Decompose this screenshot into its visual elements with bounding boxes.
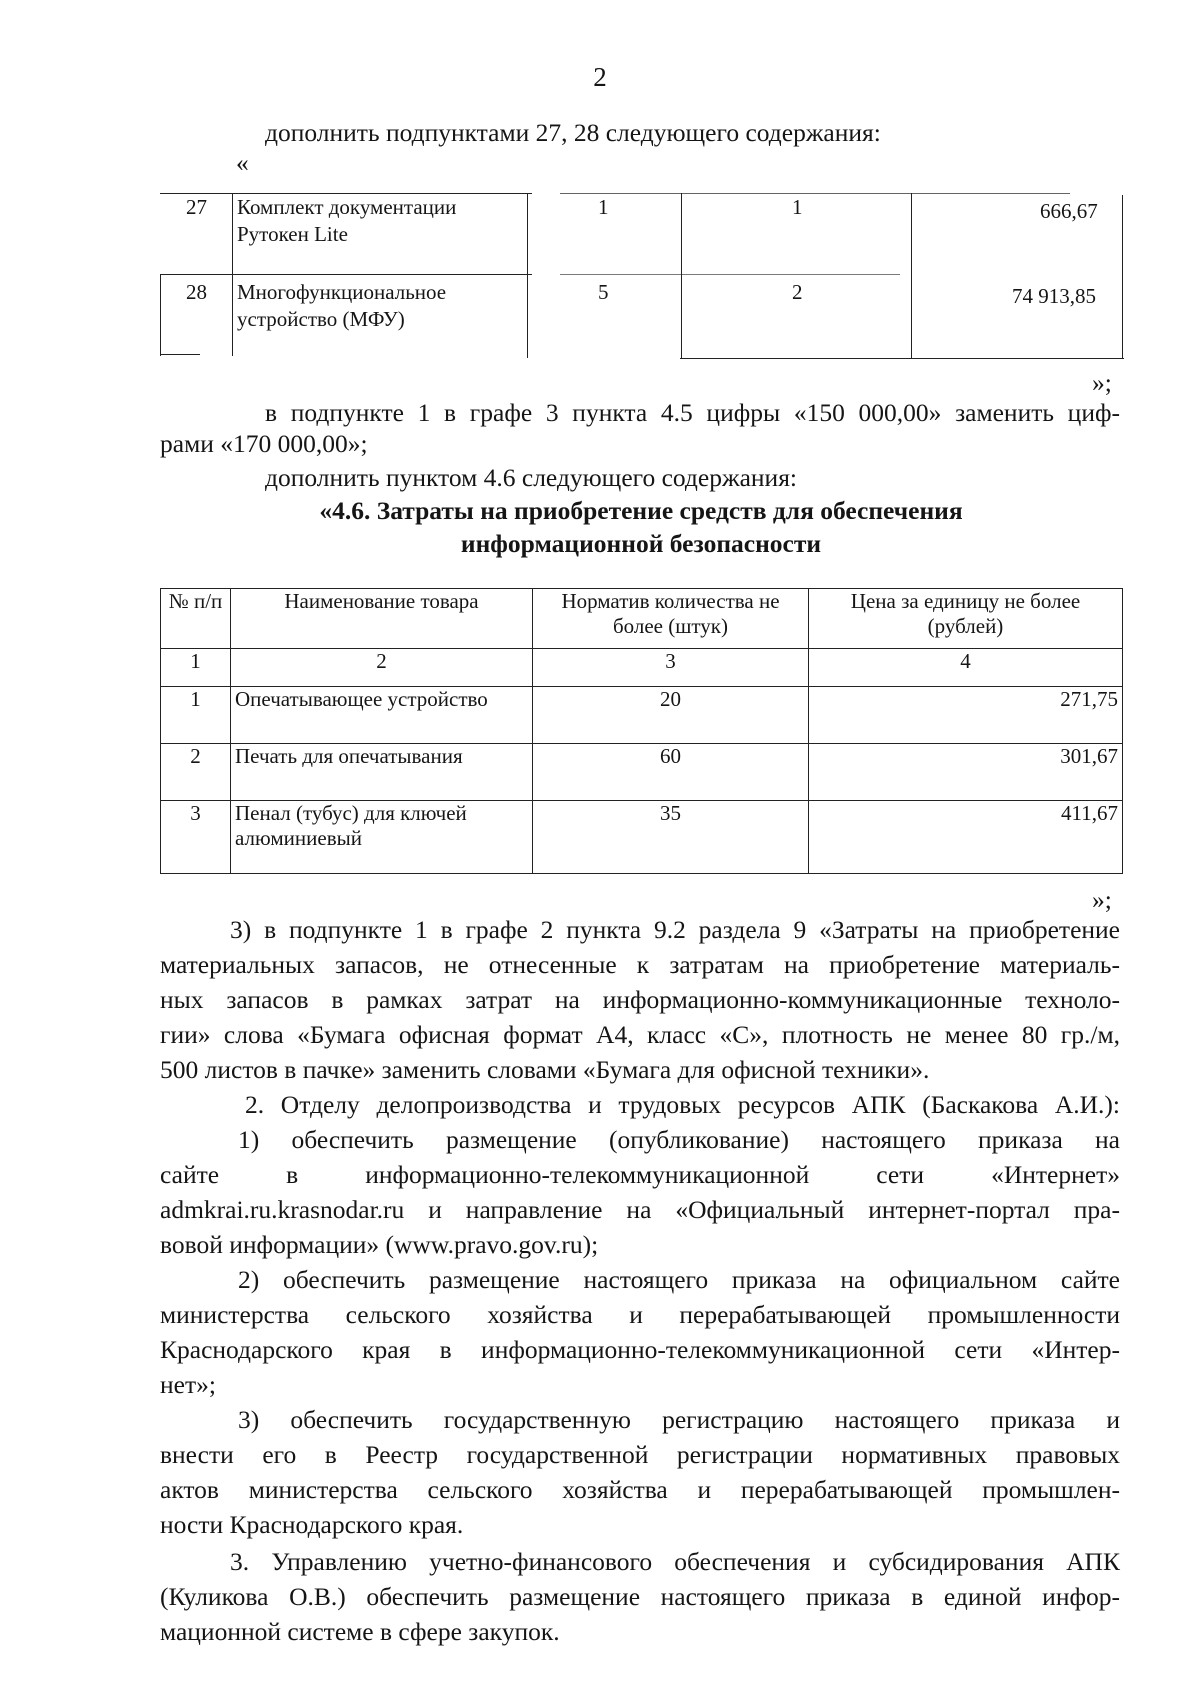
table-cell: 666,67 (1040, 199, 1098, 223)
paragraph-line: 3) в подпункте 1 в графе 2 пункта 9.2 раздела 9 «Затраты на приобретение (230, 915, 1120, 944)
table-line (1122, 195, 1123, 358)
close-quote: »; (1092, 368, 1112, 397)
table-cell: 4 (809, 649, 1123, 687)
paragraph-line: в подпункте 1 в графе 3 пункта 4.5 цифры «150 000,00» заменить циф- (265, 398, 1120, 427)
paragraph-line: гии» слова «Бумага офисная формат А4, класс «С», плотность не менее 80 гр./м, (160, 1020, 1120, 1049)
table-cell: Комплект документации (237, 195, 457, 219)
table-row (161, 744, 1123, 801)
table-cell: 1 (161, 687, 231, 744)
table-header: Наименование товара (231, 589, 533, 649)
table-line (160, 274, 161, 356)
table-line (560, 193, 1070, 194)
intro-line: дополнить подпунктами 27, 28 следующего содержания: (265, 118, 881, 147)
table-row (161, 801, 1123, 874)
table-cell: устройство (МФУ) (237, 307, 405, 331)
table-cell: Пенал (тубус) для ключей алюминиевый (231, 801, 533, 874)
paragraph-line: 3. Управлению учетно-финансового обеспечения и субсидирования АПК (230, 1547, 1120, 1576)
section-heading: «4.6. Затраты на приобретение средств для обеспечения (319, 496, 963, 525)
table-cell: 301,67 (809, 744, 1123, 801)
table-cell: 3 (533, 649, 809, 687)
table-cell: 2 (792, 280, 803, 304)
paragraph-line: (Куликова О.В.) обеспечить размещение настоящего приказа в единой инфор- (160, 1582, 1120, 1611)
paragraph-line: дополнить пунктом 4.6 следующего содержания: (265, 463, 798, 492)
paragraph-line: ности Краснодарского края. (160, 1510, 464, 1539)
table-cell: 1 (161, 649, 231, 687)
table-cell: 2 (231, 649, 533, 687)
table-cell: 271,75 (809, 687, 1123, 744)
table-cell: Рутокен Lite (237, 222, 348, 246)
paragraph-line: материальных запасов, не отнесенные к затратам на приобретение материаль- (160, 950, 1120, 979)
paragraph-line: 2. Отделу делопроизводства и трудовых ресурсов АПК (Баскакова А.И.): (245, 1090, 1120, 1119)
table-cell: 60 (533, 744, 809, 801)
table-line (911, 193, 912, 358)
table-line (681, 193, 682, 358)
table-cell: 20 (533, 687, 809, 744)
paragraph-line: министерства сельского хозяйства и перерабатывающей промышленности (160, 1300, 1120, 1329)
table-line (527, 193, 528, 358)
table-cell: Многофункциональное (237, 280, 447, 304)
table-cell: 1 (792, 195, 803, 219)
table-cell: 5 (598, 280, 609, 304)
table-cell: 28 (186, 280, 207, 304)
table-cell: 2 (161, 744, 231, 801)
table-cell: 27 (186, 195, 207, 219)
table-header: Норматив количества не более (штук) (533, 589, 809, 649)
paragraph-line: admkrai.ru.krasnodar.ru и направление на «Официальный интернет-портал пра- (160, 1195, 1120, 1224)
table-line (680, 358, 1124, 359)
table-cell: 1 (598, 195, 609, 219)
table-line (160, 354, 200, 355)
table-line (160, 274, 532, 275)
section-heading: информационной безопасности (460, 529, 822, 558)
table-line (560, 274, 900, 275)
table-header: Цена за единицу не более (рублей) (809, 589, 1123, 649)
paragraph-line: вовой информации» (www.pravo.gov.ru); (160, 1230, 599, 1259)
open-quote: « (236, 148, 249, 177)
table-cell: 74 913,85 (1012, 284, 1096, 308)
paragraph-line: Краснодарского края в информационно-телекоммуникационной сети «Интер- (160, 1335, 1120, 1364)
table-line (232, 193, 233, 356)
paragraph-line: рами «170 000,00»; (160, 429, 368, 458)
table-header: № п/п (161, 589, 231, 649)
paragraph-line: 1) обеспечить размещение (опубликование) настоящего приказа на (238, 1125, 1120, 1154)
table-row (161, 687, 1123, 744)
paragraph-line: мационной системе в сфере закупок. (160, 1617, 560, 1646)
paragraph-line: 2) обеспечить размещение настоящего приказа на официальном сайте (238, 1265, 1120, 1294)
paragraph-line: актов министерства сельского хозяйства и перерабатывающей промышлен- (160, 1475, 1120, 1504)
table-cell: Печать для опечатывания (231, 744, 533, 801)
close-quote: »; (1092, 885, 1112, 914)
page-number: 2 (593, 62, 607, 92)
table-cell: 35 (533, 801, 809, 874)
paragraph-line: ных запасов в рамках затрат на информационно-коммуникационные техноло- (160, 985, 1120, 1014)
table-cell: 411,67 (809, 801, 1123, 874)
paragraph-line: сайте в информационно-телекоммуникационной сети «Интернет» (160, 1160, 1120, 1189)
paragraph-line: 500 листов в пачке» заменить словами «Бумага для офисной техники». (160, 1055, 930, 1084)
paragraph-line: внести его в Реестр государственной регистрации нормативных правовых (160, 1440, 1120, 1469)
paragraph-line: нет»; (160, 1370, 216, 1399)
paragraph-line: 3) обеспечить государственную регистрацию настоящего приказа и (238, 1405, 1120, 1434)
table-security-items (160, 588, 1123, 874)
table-cell: Опечатывающее устройство (231, 687, 533, 744)
table-cell: 3 (161, 801, 231, 874)
